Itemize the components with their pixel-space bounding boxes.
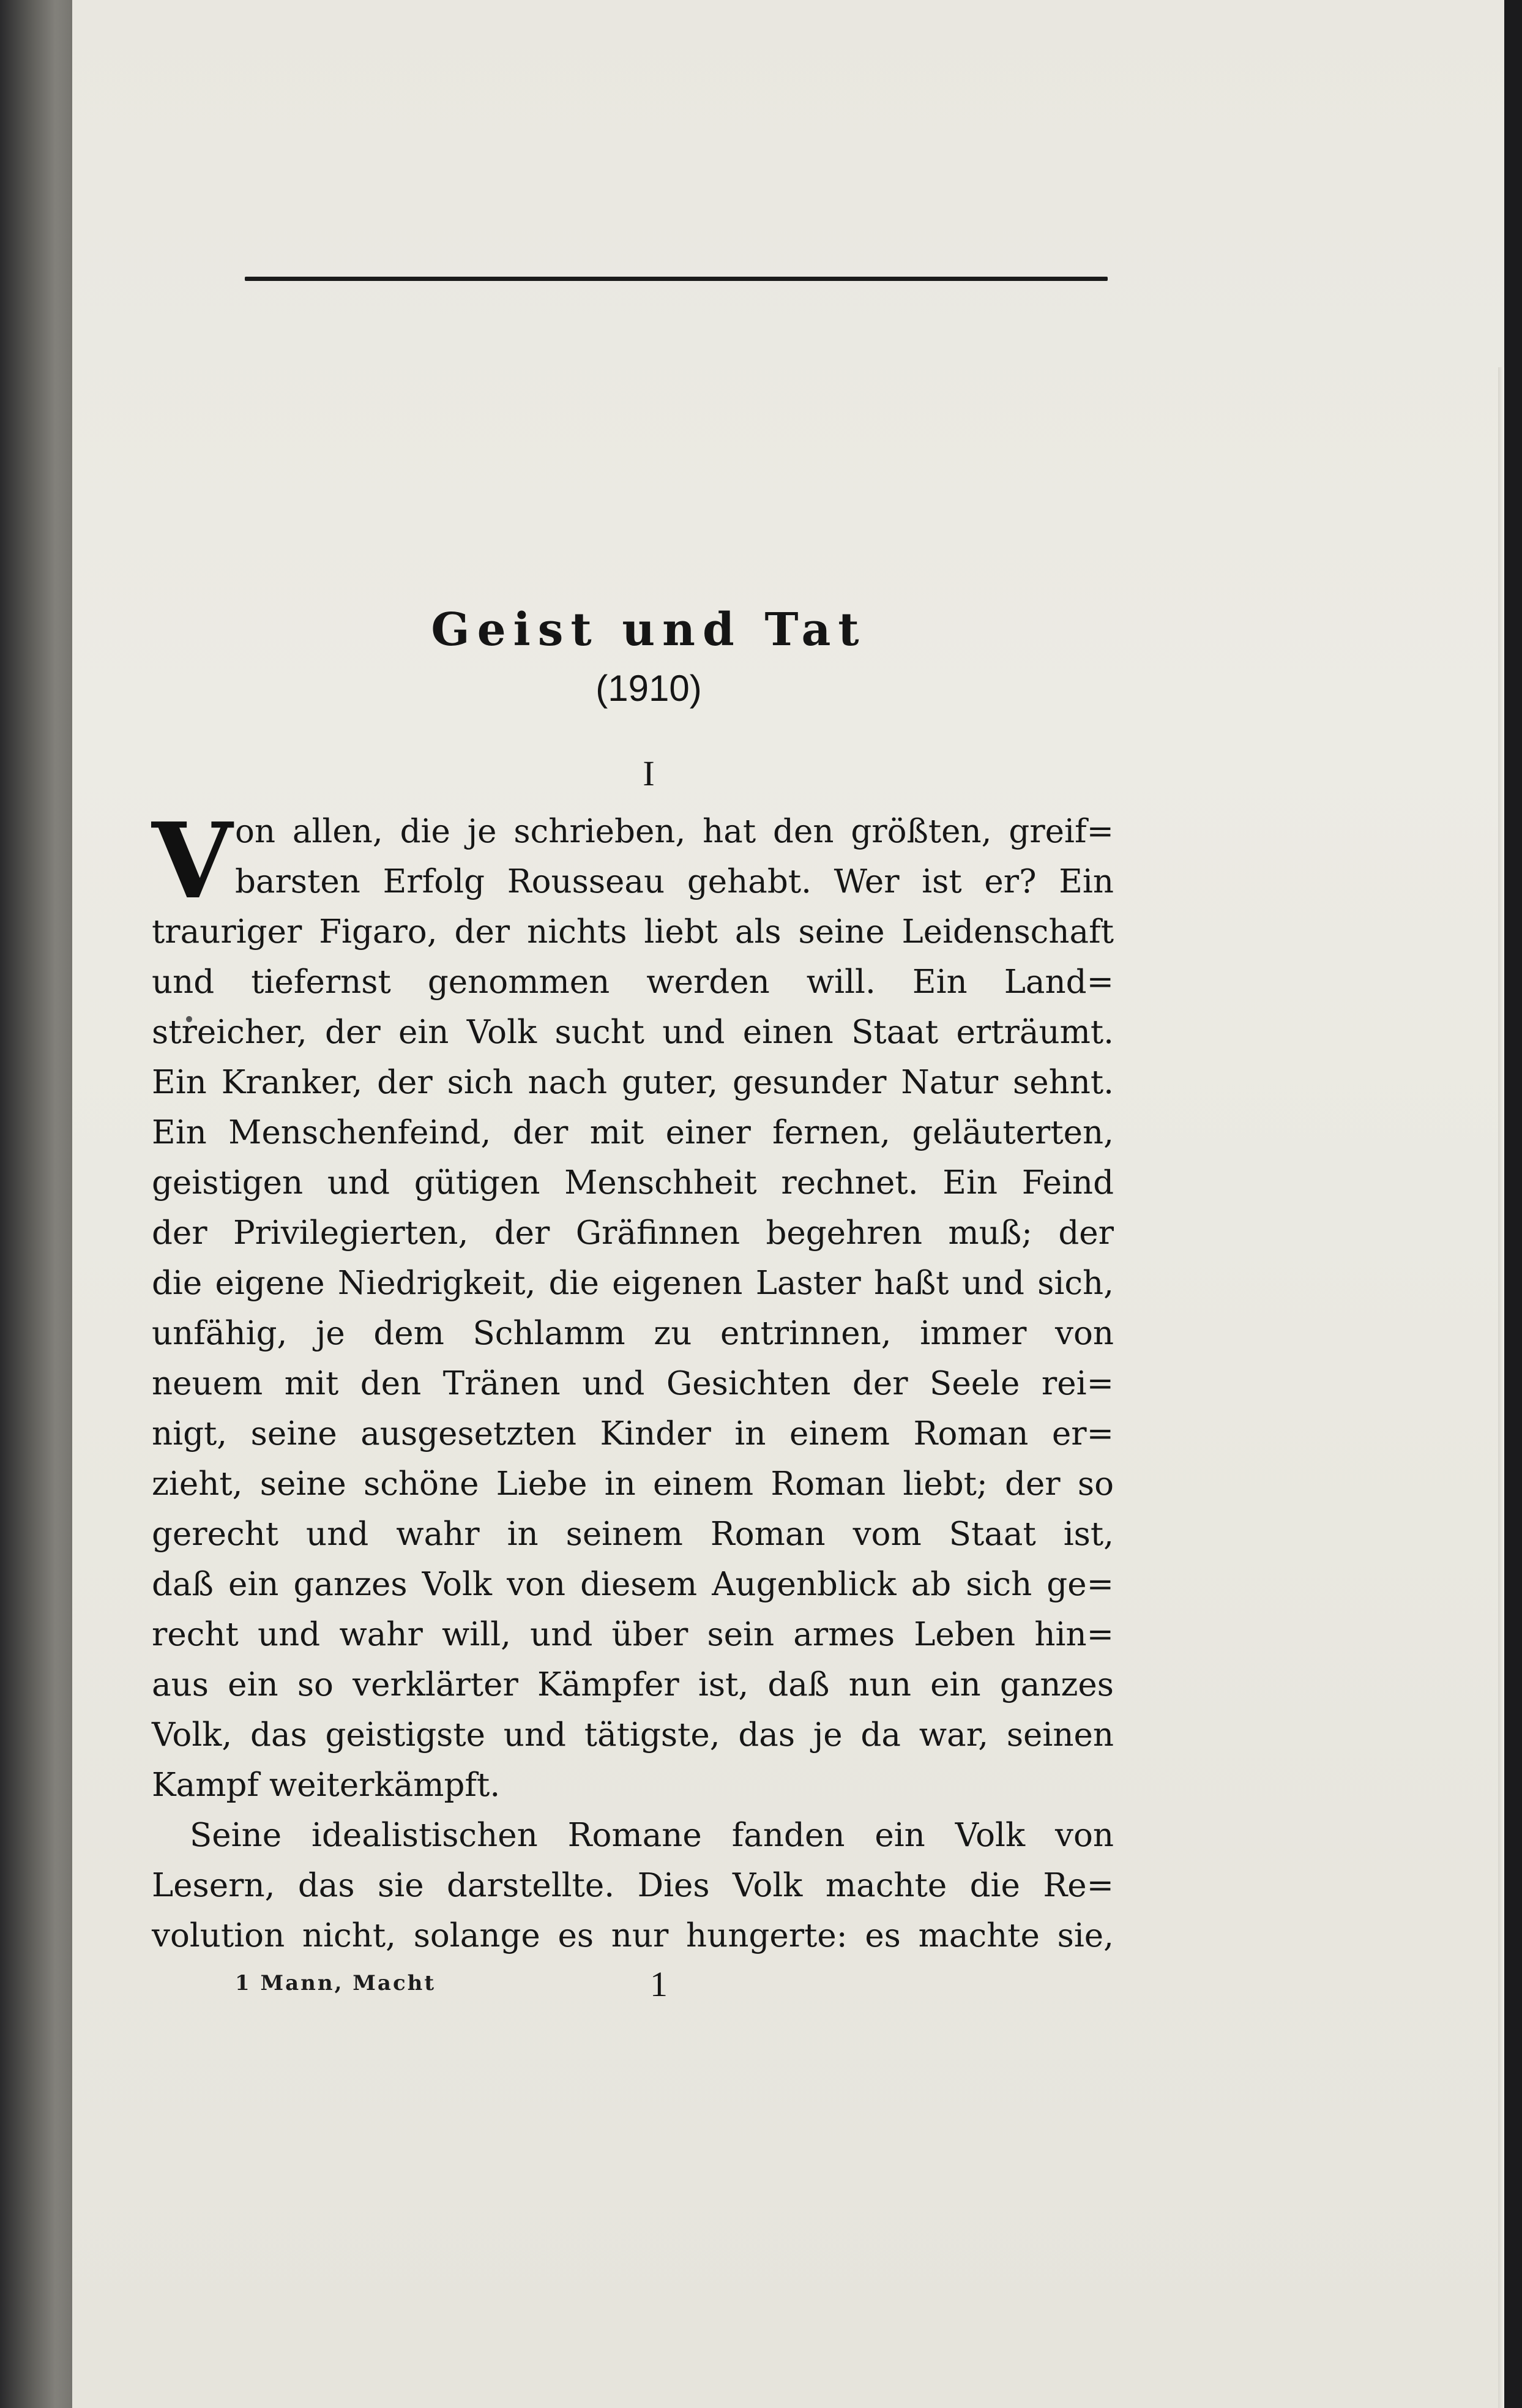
text-line: Ein Kranker, der sich nach guter, gesunder Natur sehnt. <box>152 1064 1114 1101</box>
text-line: unfähig, je dem Schlamm zu entrinnen, immer von <box>152 1315 1114 1352</box>
page-right-edge <box>1498 367 1504 2408</box>
section-number: I <box>643 753 655 793</box>
text-line: volution nicht, solange es nur hungerte: es machte sie, <box>152 1917 1114 1954</box>
text-line: gerecht und wahr in seinem Roman vom Staat ist, <box>152 1516 1114 1553</box>
paragraph-1 <box>152 800 1114 1811</box>
text-line: der Privilegierten, der Gräfinnen begehren muß; der <box>152 1214 1114 1252</box>
drop-cap: V <box>152 800 233 922</box>
text-line: trauriger Figaro, der nichts liebt als seine Leidenschaft <box>152 913 1114 951</box>
text-line: nigt, seine ausgesetzten Kinder in einem Roman er= <box>152 1415 1114 1453</box>
background-strip <box>1504 0 1522 2408</box>
text-line: streicher, der ein Volk sucht und einen Staat erträumt. <box>152 1014 1114 1051</box>
signature-mark: 1 Mann, Macht <box>235 1971 436 1995</box>
text-line: neuem mit den Tränen und Gesichten der Seele rei= <box>152 1365 1114 1402</box>
text-line: Lesern, das sie darstellte. Dies Volk machte die Re= <box>152 1867 1114 1904</box>
text-line: die eigene Niedrigkeit, die eigenen Laster haßt und sich, <box>152 1265 1114 1302</box>
text-line: barsten Erfolg Rousseau gehabt. Wer ist er? Ein <box>235 863 1114 900</box>
text-line: Volk, das geistigste und tätigste, das je da war, seinen <box>152 1716 1114 1754</box>
text-line: Seine idealistischen Romane fanden ein Volk von <box>190 1817 1114 1854</box>
body-text <box>152 800 1114 1961</box>
chapter-year: (1910) <box>595 668 702 709</box>
text-line: geistigen und gütigen Menschheit rechnet. Ein Feind <box>152 1164 1114 1202</box>
text-line: daß ein ganzes Volk von diesem Augenblick ab sich ge= <box>152 1566 1114 1603</box>
text-line: Ein Menschenfeind, der mit einer fernen, geläuterten, <box>152 1114 1114 1151</box>
text-line: recht und wahr will, und über sein armes Leben hin= <box>152 1616 1114 1653</box>
header-rule <box>245 277 1108 281</box>
text-line: aus ein so verklärter Kämpfer ist, daß nun ein ganzes <box>152 1666 1114 1703</box>
chapter-title: Geist und Tat <box>431 604 867 656</box>
text-line: on allen, die je schrieben, hat den größten, greif= <box>235 813 1114 850</box>
text-line: zieht, seine schöne Liebe in einem Roman liebt; der so <box>152 1465 1114 1503</box>
page-number: 1 <box>650 1964 668 2004</box>
paragraph-2 <box>152 1811 1114 1961</box>
text-line: und tiefernst genommen werden will. Ein Land= <box>152 963 1114 1001</box>
text-line: Kampf weiterkämpft. <box>152 1767 501 1804</box>
